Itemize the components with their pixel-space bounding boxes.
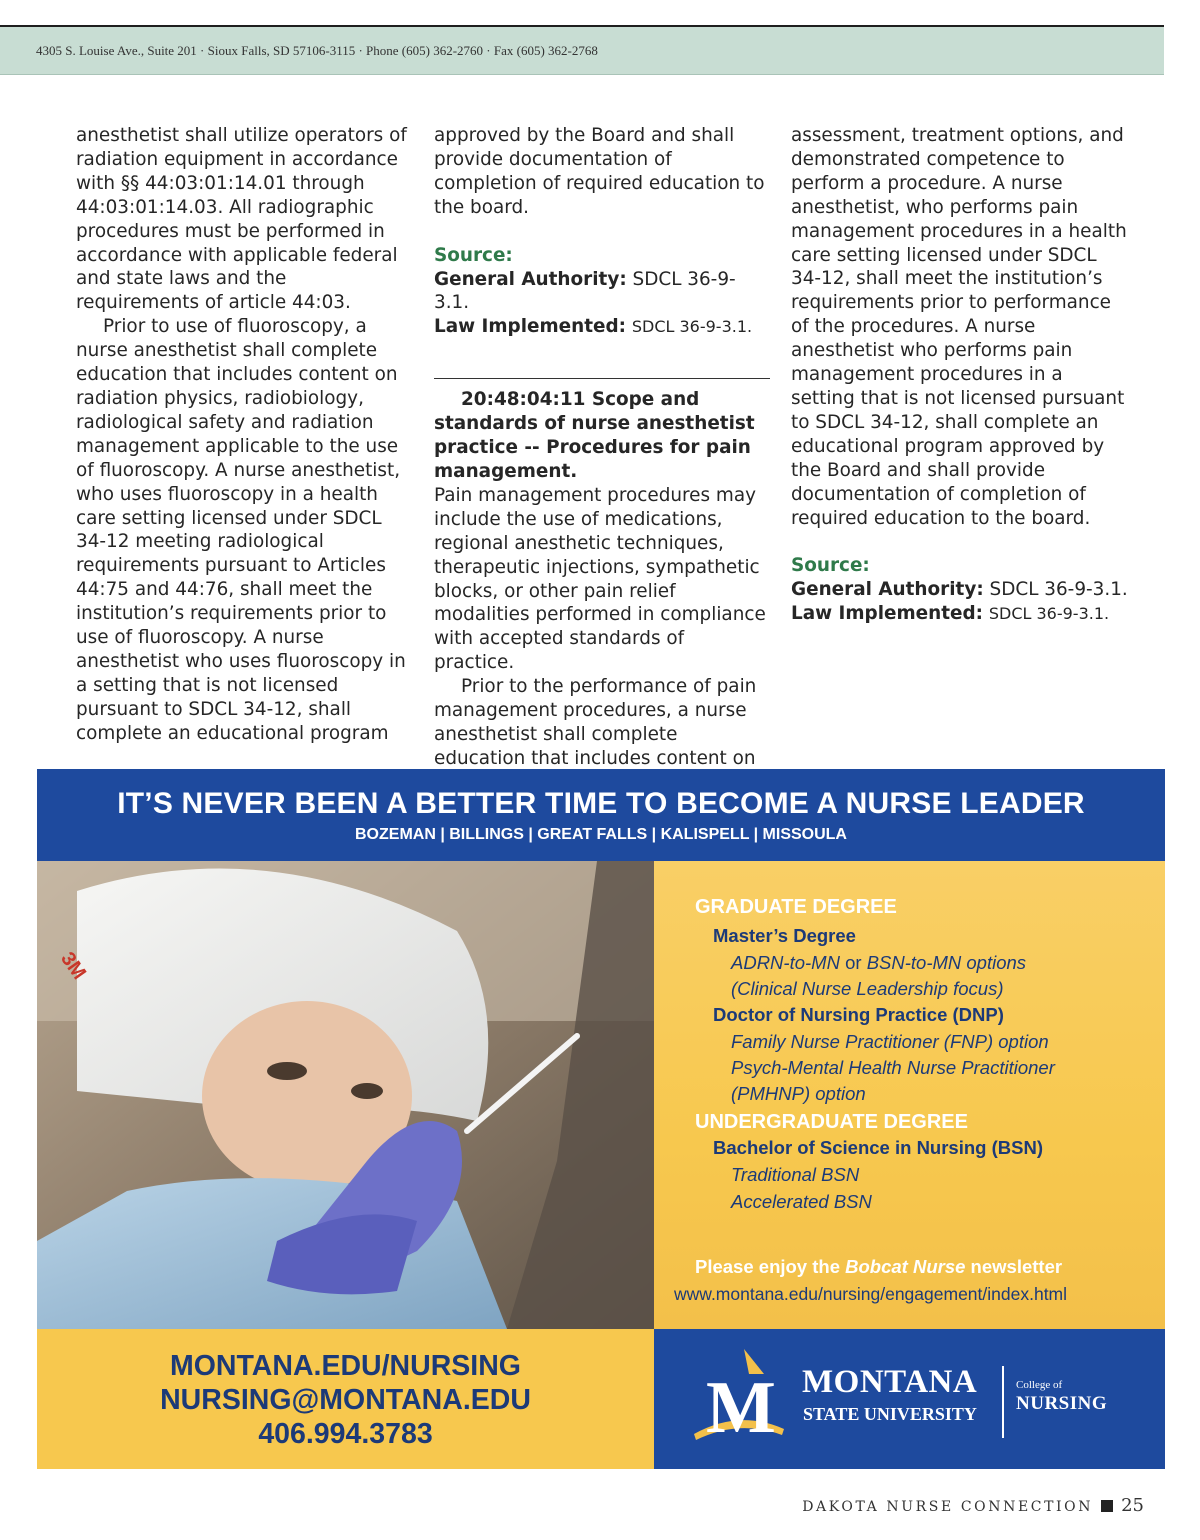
ad-cities: BOZEMAN | BILLINGS | GREAT FALLS | KALISPELL | MISSOULA (355, 826, 847, 843)
contact-email[interactable]: NURSING@MONTANA.EDU (160, 1384, 531, 1416)
paragraph: Prior to use of fluoroscopy, a nurse anesthetist shall complete education that includes content on radiation physics, radiobiology, radiological safety and radiation management applicable to the use of fluoroscopy. A nurse anesthetist, who uses fluoroscopy in a health care setting licensed under SDCL 34-12 meeting radiological requirements pursuant to Articles 44:75 and 44:76, shall meet the institution’s requirements prior to use of fluoroscopy. A nurse anesthetist who uses fluoroscopy in a setting that is not licensed pursuant to SDCL 34-12, shall complete an educational program (76, 316, 406, 744)
dnp-option-pmhnp: Psych-Mental Health Nurse Practitioner (731, 1057, 1055, 1078)
masters-options (731, 952, 1026, 974)
mask-brand-text: 3M (56, 948, 91, 984)
msu-logo-letter: M (706, 1367, 776, 1449)
article-column-3 (791, 124, 1131, 626)
masters-degree: Master’s Degree (713, 925, 856, 946)
source-heading: Source: (434, 244, 513, 266)
header-band (0, 27, 1164, 75)
graduate-degree-heading: GRADUATE DEGREE (695, 896, 897, 918)
law-implemented-label: Law Implemented: (791, 603, 983, 625)
college-name: NURSING (1016, 1393, 1108, 1414)
general-authority-value: SDCL 36-9-3.1. (434, 268, 736, 314)
bsn-option-traditional: Traditional BSN (731, 1164, 860, 1185)
section-title: 20:48:04:11 Scope and standards of nurse anesthetist practice -- Procedures for pain management. (434, 389, 755, 482)
programs-panel (654, 861, 1165, 1329)
ad-banner (37, 769, 1165, 861)
ad-headline: IT’S NEVER BEEN A BETTER TIME TO BECOME A NURSE LEADER (117, 787, 1085, 820)
masters-option-b: BSN-to-MN options (866, 952, 1027, 973)
paragraph: Pain management procedures may include the use of medications, regional anesthetic techniques, therapeutic injections, sympathetic blocks, or other pain relief modalities performed in compliance with accepted standards of practice. (434, 484, 766, 674)
law-implemented-value: SDCL 36-9-3.1. (988, 604, 1110, 624)
law-implemented (434, 315, 770, 339)
paragraph: anesthetist shall utilize operators of radiation equipment in accordance with §§ 44:03:01:14.01 through 44:03:01:14.03. All radiographic procedures must be performed in accordance with applicable federal and state laws and the requirements of article 44:03. (76, 125, 407, 314)
newsletter-promo-pre: Please enjoy the (695, 1256, 846, 1277)
contact-website[interactable]: MONTANA.EDU/NURSING (170, 1350, 521, 1382)
college-of-label: College of (1016, 1379, 1063, 1391)
article-column-1 (76, 124, 412, 746)
university-name: MONTANA (802, 1364, 978, 1400)
page-footer (802, 1495, 1144, 1516)
university-subtitle: STATE UNIVERSITY (803, 1404, 977, 1424)
law-implemented-value: SDCL 36-9-3.1. (631, 317, 753, 337)
publication-name: DAKOTA NURSE CONNECTION (802, 1499, 1094, 1515)
montana-state-ad (37, 769, 1165, 1469)
paragraph: Prior to the performance of pain management procedures, a nurse anesthetist shall complete education that includes content on (434, 676, 757, 769)
dnp-option-fnp: Family Nurse Practitioner (FNP) option (731, 1031, 1049, 1052)
article-column-2 (434, 124, 770, 795)
law-implemented (791, 602, 1131, 626)
bsn-degree: Bachelor of Science in Nursing (BSN) (713, 1137, 1043, 1158)
newsletter-link[interactable]: www.montana.edu/nursing/engagement/index.html (674, 1284, 1068, 1304)
nurse-photo (37, 861, 654, 1329)
logo-divider (1002, 1366, 1004, 1438)
general-authority-value: SDCL 36-9-3.1. (983, 579, 1128, 601)
undergraduate-degree-heading: UNDERGRADUATE DEGREE (695, 1111, 968, 1133)
dnp-option-pmhnp-cont: (PMHNP) option (731, 1083, 866, 1104)
dnp-degree: Doctor of Nursing Practice (DNP) (713, 1004, 1004, 1025)
contact-panel (37, 1329, 654, 1469)
footer-square-icon (1101, 1500, 1113, 1512)
masters-option-a: ADRN-to-MN (731, 952, 840, 973)
general-authority (434, 268, 770, 316)
msu-logo-mark (654, 1329, 794, 1469)
newsletter-promo (695, 1256, 1062, 1278)
page-number: 25 (1121, 1495, 1144, 1516)
general-authority-label: General Authority: (791, 579, 984, 601)
source-heading: Source: (791, 555, 870, 577)
contact-phone[interactable]: 406.994.3783 (258, 1418, 433, 1450)
newsletter-title: Bobcat Nurse (845, 1256, 966, 1277)
general-authority (791, 578, 1131, 602)
paragraph: approved by the Board and shall provide documentation of completion of required education to the board. (434, 125, 765, 218)
masters-focus: (Clinical Nurse Leadership focus) (731, 978, 1004, 999)
header-address: 4305 S. Louise Ave., Suite 201 · Sioux Falls, SD 57106-3115 · Phone (605) 362-2760 · Fax (605) 362-2768 (36, 43, 598, 58)
law-implemented-label: Law Implemented: (434, 316, 626, 338)
section-divider (434, 378, 770, 379)
general-authority-label: General Authority: (434, 268, 627, 290)
bsn-option-accelerated: Accelerated BSN (731, 1191, 872, 1212)
msu-logo-panel (654, 1329, 1165, 1469)
paragraph: assessment, treatment options, and demonstrated competence to perform a procedure. A nurse anesthetist, who performs pain management procedures in a health care setting licensed under SDCL 34-12, shall meet the institution’s requirements prior to performance of the procedures. A nurse anesthetist who performs pain management procedures in a setting that is not licensed pursuant to SDCL 34-12, shall complete an educational program approved by the Board and shall provide documentation of completion of required education to the board. (791, 125, 1127, 529)
masters-or: or (839, 952, 867, 973)
newsletter-promo-post: newsletter (965, 1256, 1063, 1277)
